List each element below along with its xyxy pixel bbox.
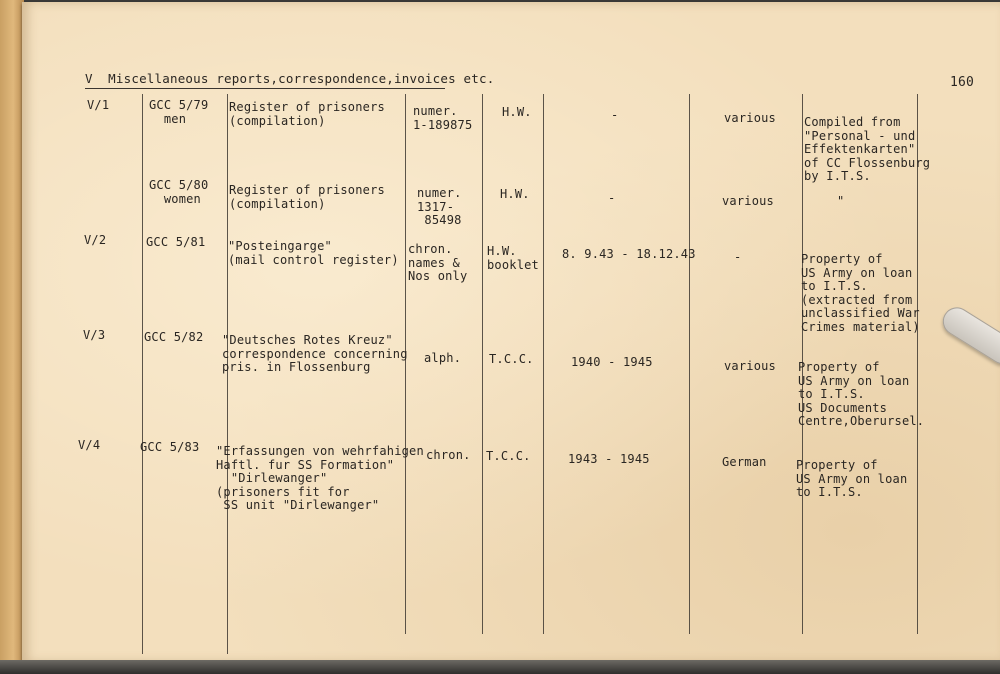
book-binding: [0, 0, 24, 674]
row-dates: -: [608, 191, 616, 205]
row-title: Register of prisoners (compilation): [229, 100, 385, 128]
heading-underline: [85, 88, 445, 89]
row-reference: GCC 5/83: [140, 440, 200, 454]
page-bottom-edge: [0, 660, 1000, 674]
page-number: 160: [950, 75, 975, 90]
row-title: "Deutsches Rotes Kreuz" correspondence concerning pris. in Flossenburg: [222, 333, 408, 374]
row-dates: 1943 - 1945: [568, 452, 650, 466]
column-rule: [142, 94, 143, 654]
row-number: V/3: [83, 328, 106, 342]
row-remarks: Property of US Army on loan to I.T.S. (extracted from unclassified War Crimes material): [801, 252, 920, 334]
ledger-page: [22, 2, 1000, 662]
column-rule: [482, 94, 483, 634]
row-dates: 8. 9.43 - 18.12.43: [562, 247, 696, 261]
row-remarks: Property of US Army on loan to I.T.S. US Documents Centre,Oberursel.: [798, 360, 925, 428]
row-arrangement: numer. 1-189875: [413, 104, 473, 132]
row-title: Register of prisoners (compilation): [229, 183, 385, 211]
row-reference: GCC 5/80 women: [149, 178, 209, 206]
row-number: V/1: [87, 98, 110, 112]
row-number: V/4: [78, 438, 101, 452]
row-dates: 1940 - 1945: [571, 355, 653, 369]
row-title: "Erfassungen von wehrfahigen Haftl. fur SS Formation" "Dirlewanger" (prisoners fit for SS unit "Dirlewanger": [216, 444, 424, 512]
row-form: H.W.: [502, 105, 532, 119]
row-reference: GCC 5/79 men: [149, 98, 209, 126]
row-language: various: [724, 111, 776, 125]
row-arrangement: alph.: [424, 351, 462, 365]
row-arrangement: chron. names & Nos only: [408, 242, 468, 283]
row-form: T.C.C.: [486, 449, 531, 463]
row-form: T.C.C.: [489, 352, 534, 366]
row-reference: GCC 5/82: [144, 330, 204, 344]
row-dates: -: [611, 108, 619, 122]
column-rule: [543, 94, 544, 634]
column-rule: [689, 94, 690, 634]
row-remarks: Compiled from "Personal - und Effektenkarten" of CC Flossenburg by I.T.S.: [804, 115, 931, 183]
row-arrangement: chron.: [426, 448, 471, 462]
row-reference: GCC 5/81: [146, 235, 206, 249]
row-language: various: [722, 194, 774, 208]
row-form: H.W.: [500, 187, 530, 201]
row-language: various: [724, 359, 776, 373]
row-remarks: ": [837, 194, 845, 208]
row-language: German: [722, 455, 767, 469]
row-language: -: [734, 250, 742, 264]
row-remarks: Property of US Army on loan to I.T.S.: [796, 458, 908, 499]
row-number: V/2: [84, 233, 107, 247]
row-arrangement: numer. 1317- 85498: [417, 186, 462, 227]
row-form: H.W. booklet: [487, 244, 539, 272]
row-title: "Posteingarge" (mail control register): [228, 239, 399, 267]
section-heading: V Miscellaneous reports,correspondence,invoices etc.: [85, 71, 495, 86]
